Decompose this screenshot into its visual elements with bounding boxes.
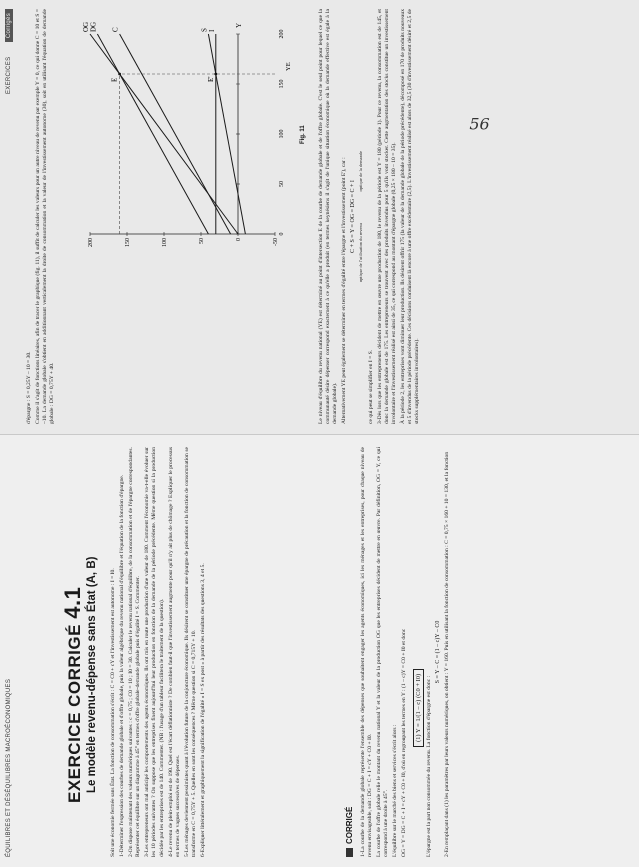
x-tick-label: 150 — [279, 79, 285, 89]
corrige-paragraph: L'épargne est la part non consommée du revenu. La fonction d'épargne est donc : — [425, 675, 432, 857]
right-paragraph: 3-Dès lors que les entrepreneurs décident de mettre en œuvre une production de 180, le revenu de la période est Y = 180 (période 1). Pour ce revenu, la consommation est de 145, et donc la demande globale est de 175. Les entrepreneurs se trouvent avec des produits invendus pour 5 qu'ils vont stocker. Cette augmentation des stocks constitue un investissement involontaire et l'investissement réalisé est ainsi de 35, ce qui correspond au montant d'épargne globale (0,25 × 180 – 10 = 35). — [376, 9, 397, 424]
x-axis-label: Y — [235, 22, 243, 28]
right-paragraph: Le niveau d'équilibre du revenu national (YE) est déterminé au point d'intersection E de la courbe de demande globale et de l'offre globale. C'est le seul point pour lequel ce que la communauté désire dépenser correspond exactement à ce qu'elle a produit (en termes keynésiens il s'agit de l'unique situation économique où la demande effective est égale à la demande globale). — [318, 9, 339, 424]
point-marker — [118, 73, 121, 76]
savings-equation: S = Y – C = (1 – c)Y – C0 — [434, 620, 441, 684]
x-tick-label: 200 — [279, 29, 285, 39]
statement-paragraph: 6-Expliquer littéralement et graphiquement la signification de l'égalité « I = S ex post » à partir des résultats des questions 3, 4 et 5. — [200, 563, 207, 857]
corrige-paragraph: La courbe de l'offre globale relie le montant du revenu national Y et la valeur de la production OG que les entreprises décident de mettre en œuvre. Par définition, OG = Y, ce qui correspond à une droite à 45°. — [376, 447, 390, 857]
right-paragraph: d'épargne : S = 0,25Y – 10 = 30. — [26, 351, 32, 424]
y-tick-label: -50 — [273, 238, 279, 246]
exercise-statement — [110, 447, 209, 857]
statement-paragraph: 1-Déterminer l'expression des courbes de demande globale et d'offre globale, puis la valeur algébrique du revenu national d'équilibre et l'équation de la fonction d'épargne. — [119, 474, 126, 857]
corrige-label: CORRIGÉ — [345, 806, 354, 844]
exercise-subtitle: Le modèle revenu-dépense sans État (A, B) — [86, 556, 98, 793]
exercise-number: 4.1 — [60, 586, 85, 619]
corrige-paragraph: 1-La courbe de la demande globale représente l'ensemble des dépenses que souhaitent engager les agents économiques, ici les ménages et les entreprises, pour chaque niveau de revenu envisageable, soit : DG = C + I = cY + C0 + I0. — [360, 447, 374, 857]
equilibrium-chart — [80, 14, 295, 264]
statement-paragraph: 3-Les entrepreneurs ont mal anticipé les comportements des agents économiques. Ils ont mis en route une production d'une valeur de 180. Comment l'économie va-t-elle évoluer sur les 10 périodes suivantes ? On suppose que les entreprises fixent aujourd'hui leur production en fonction de la demande de la période précédente. Même question si la production décidée par les entreprises est de 140. Commenter. (NB : l'usage d'un tableur facilitera le traitement de la question). — [144, 447, 165, 857]
x-tick-label: 50 — [279, 181, 285, 187]
identity-equation-text: C + S = Y = OG = DG = C + I — [350, 180, 357, 253]
corrige-square-icon — [346, 848, 353, 857]
figure-caption: Fig. 11 — [300, 125, 306, 144]
left-header-text: ÉQUILIBRES ET DÉSÉQUILIBRES MACROÉCONOMIQUES — [6, 678, 12, 857]
series-label-i: I — [207, 29, 216, 32]
x-marker-label: YE — [285, 62, 292, 71]
series-line-dg — [97, 34, 208, 234]
x-tick-label: 0 — [279, 232, 285, 236]
right-paragraph: Comme il s'agit de fonctions linéaires, afin de tracer le graphique (fig. 11), il suffit de calculer les valeurs pour un autre niveau de revenu par exemple Y = 0, ce qui donne C = 10 et S = –10. La demande globale s'obtient en additionnant verticalement la droite de consommation et la valeur de l'investissement autonome (30), soit en utilisant l'équation de demande globale : DG = 0,75Y + 40. — [35, 9, 56, 424]
series-label-s: S — [200, 28, 209, 32]
y-tick-label: 150 — [125, 238, 131, 247]
y-tick-label: 100 — [162, 238, 168, 247]
handwritten-page-number: 56 — [469, 114, 490, 134]
series-label-dg: DG — [89, 21, 98, 32]
series-label-og: OG — [82, 21, 90, 32]
right-top-text — [26, 9, 58, 424]
right-corner-tag: Corrigés — [5, 9, 13, 42]
right-bottom-text — [318, 9, 423, 424]
exercise-title-prefix: EXERCICE CORRIGÉ — [65, 624, 84, 803]
y-tick-label: 0 — [236, 238, 242, 241]
identity-equation — [350, 9, 365, 424]
left-header — [6, 445, 18, 857]
exercise-title — [60, 587, 86, 803]
statement-paragraph: Soit une économie fermée sans État. La fonction de consommation s'écrit : C = C0 + cY et l'investissement est autonome : I = I0. — [110, 568, 116, 857]
figure-11 — [80, 14, 295, 264]
left-page — [0, 435, 639, 867]
statement-paragraph: 4-Le revenu de plein-emploi est de 190. Quel est l'écart déflationniste ? De combien faut-il que l'investissement augmente pour qu'il n'y ait plus de chômage ? Expliquer le processus en termes de vagues successives de dépenses. — [167, 447, 181, 857]
corrige-paragraph: 2-En remplaçant dans (1) les paramètres par leurs valeurs numériques, on obtient : Y = 160. Puis en utilisant la fonction de consommation : C = 0,75 × 160 + 10 = 130, et la fonction — [443, 451, 450, 857]
corrige-paragraph: L'équilibre sur le marché des biens et services s'écrit alors : — [392, 724, 399, 857]
statement-paragraph: 2-On dispose maintenant des valeurs numériques suivantes : c = 0,75 ; C0 = 10 ; I0 = 30. Calculer le revenu national d'équilibre, de la consommation et de l'épargne correspondantes. Représenter cet équilibre sur un diagramme à 45° en termes d'offre globale-demande globale puis d'égalité I = S. Commenter. — [128, 447, 142, 857]
equilibrium-formula: (1) Y = 1/(1 – c) (C0 + I0) — [413, 669, 424, 747]
series-label-c: C — [111, 27, 120, 32]
y-tick-label: 200 — [88, 238, 94, 247]
corrige-text — [360, 447, 453, 857]
point-marker — [214, 73, 217, 76]
right-header — [6, 9, 18, 424]
corrige-paragraph: OG = Y = DG = C + I = cY + C0 + I0, d'où en regroupant les termes en Y : (1 – c)Y = C0 + I0 et donc — [401, 628, 408, 857]
point-label: E — [110, 77, 119, 82]
y-tick-label: 50 — [199, 238, 205, 244]
right-paragraph: À la période 2, les entreprises vont diminuer leur production. Ils désirent offrir 175 (la valeur de la demande globale de la période précédente), décomposé en 170 de produits nouveaux et 5 d'invendus de la période précédente. Ces décisions conduisent là encore à une offre excédentaire (2,5). L'investissement réalisé est alors de 32,5 (30 d'investissement désiré et 2,5 de stocks supplémentaires involontaires). — [399, 9, 421, 424]
point-label: E' — [206, 76, 215, 82]
right-paragraph: ce qui peut se simplifier en I = S. — [367, 349, 374, 424]
identity-note-right: optique de la demande — [358, 150, 364, 192]
identity-note-left: optique de l'utilisation du revenu — [358, 223, 364, 283]
statement-paragraph: 5-Les ménages deviennent pessimistes quant à l'évolution future de la conjoncture économique. Ils désirent se constituer une épargne de précaution et la fonction de consommation se transforme en C = 0,75Y + 5. Quelles en sont les conséquences ? Même question si C = 0,715Y + 10. — [183, 447, 197, 857]
corrige-heading — [345, 807, 354, 857]
right-header-text: EXERCICES — [6, 56, 12, 94]
right-paragraph: Alternativement YE peut également se déterminer en termes d'égalité entre l'épargne et l'investissement (point E'), car : — [341, 157, 348, 424]
x-tick-label: 100 — [279, 129, 285, 139]
